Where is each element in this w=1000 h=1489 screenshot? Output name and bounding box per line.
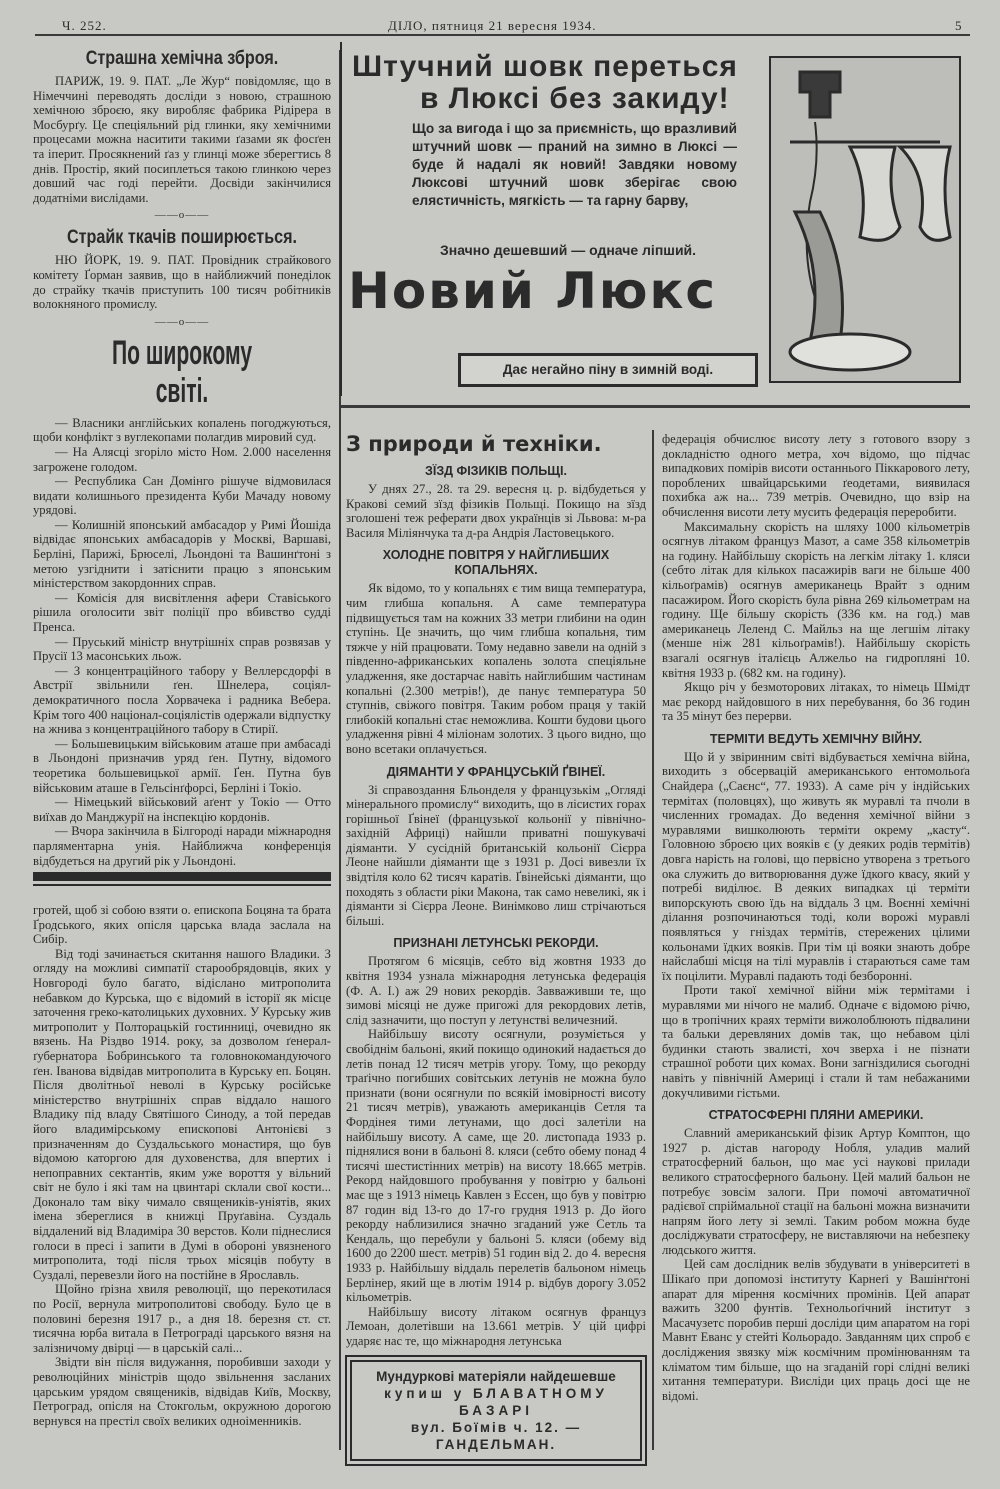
section-title: З природи й техніки.	[346, 432, 602, 456]
subsection-body	[346, 581, 646, 756]
paragraph: Щойно ґрізна хвиля революції, що перекотилася по Росії, вернула митрополитові свободу. Було це в половині березня 1917 р., а дня 18. березня ст. ст. тисячна юрба витала в Петрограді царського вязня на залізничому двірці — в царській салі...	[33, 1282, 331, 1355]
paragraph: Цей сам дослідник велів збудувати в університеті в Шікаґо при допомозі інституту Карнеґі у Вашінґтоні апарат для мірення космічних промінів. Цей апарат важить 3200 фунтів. Технольоґічний інститут з Масачузетс поробив перші досліди цим апаратом на горі Мавнт Еванс у стейті Кольорадо. Завданням цих спроб є досліджения звязку між космічним промінюванням та кліматом тим більше, що на згаданій горі слідні великі хитання температури. Висліди цих праць досі ще не відомі.	[662, 1257, 970, 1403]
subsection-heading: СТРАТОСФЕРНІ ПЛЯНИ АМЕРИКИ.	[708, 1108, 924, 1123]
paragraph: федерація обчислює висоту лету з готового взору з докладністю одного метра, хоч відомо, що підчас випадкових помірів висоти останнього Піккарового лету, пороблених швайцарськими ґеодетами, виявилася похибка аж на... 739 метрів. Очевидно, що взір на обчислення висоти лету мусить федерація переробити.	[662, 432, 970, 519]
article-body	[33, 253, 331, 311]
paragraph: — Вчора закінчила в Білгороді наради міжнародня парляментарна унія. Найближча конференція відбудеться на другий рік у Льондоні.	[33, 824, 331, 868]
paragraph: — Республика Сан Домінго рішуче відмовилася видати колишнього президента Куби Мачаду новому урядові.	[33, 474, 331, 518]
article-title: Страйк ткачів поширюється.	[66, 227, 298, 249]
subsection-heading: ХОЛОДНЕ ПОВІТРЯ У НАЙГЛИБШИХ КОПАЛЬНЯХ.	[382, 548, 610, 578]
subsection-heading: ПРИЗНАНІ ЛЕТУНСЬКІ РЕКОРДИ.	[393, 936, 599, 951]
left-column	[33, 44, 331, 868]
paragraph: ПАРИЖ, 19. 9. ПАТ. „Ле Жур“ повідомляє, що в Німеччині переводять досліди з новою, страшною хемічною зброєю, яку виробляє фабрика Рідірера в Мосбурґу. Це спеціяльний рід глинки, яку хемічними процесами можна наситити такими ґазами як фосґен та іперит. Просякнений ґаз у глинці може зберегтись 8 днів. Простір, який посиплеться такою глинкою через довший час годі перейти. Досвіди закінчилися додатніми вислідами.	[33, 74, 331, 205]
ad-headline-1: Штучний шовк переться	[352, 50, 738, 83]
subsection-body	[346, 482, 646, 540]
news-briefs	[33, 416, 331, 868]
paragraph: Що й у звіринним світі відбувається хемічна війна, виходить з обсервацій американського ентомольоґа Снайдера („Саєнс“, 77. 1933). А саме річ у індійських термітах (половцях), що живуть як муравлі та пчоли в численних громадах. До ведення хемічної війни з муравлями вишколюють терміти окрему „касту“. Головною зброєю цих вояків є (у деяких родів термітів) довга нарість на голові, що первісно утворена з третього ока служить до витворювання дуже їдкого квасу, який у потребі виділює. В деяких випадках ці терміти випорскують свою їдь на віддаль 3 цм. Воєнні хемічні ділання розпочинаються тоді, коли ворожі муравлі появляться у гніздах термітів, стережених цілими кольонами їдких вояків. При тім ці вояки знають добре найслабші місця на тілі муравлів і стараються саме там їх поцілити. Муравлі падають тоді безборонні.	[662, 749, 970, 983]
subsection-body	[346, 954, 646, 1348]
paragraph: Протягом 6 місяців, себто від жовтня 1933 до квітня 1934 узнала міжнародня летунська федерація (Ф. А. І.) аж 29 нових рекордів. Завваживши те, що зимові місяці не дуже пригожі для рекордових летів, слід зазначити, що поступ у летунстві величезний.	[346, 954, 646, 1027]
subsection-body	[662, 1126, 970, 1403]
paragraph: — З концентраційного табору у Веллерсдорфі в Австрії звільнили ґен. Шнелера, соціял-демократичного посла Хорвачека і радника Вебера. Крім того 400 націонал-соціялістів одержали відпустку на жнива з концентраційного табору в Стирії.	[33, 663, 331, 737]
paragraph: Звідти він після видужання, поробивши заходи у революційних міністрів щодо звільнення засланих царським урядом священиків, відвідав Київ, Москву, Петроград, опісля на Стокгольм, окружною дорогою вернувся на престіл своїх великих одноіменників.	[33, 1355, 331, 1428]
laundry-illustration	[760, 52, 970, 387]
paragraph: — На Алясці згоріло місто Ном. 2.000 населення загрожене голодом.	[33, 444, 331, 474]
subsection-heading: ЗЇЗД ФІЗИКІВ ПОЛЬЩІ.	[425, 464, 567, 478]
uniform-fabric-advertisement	[350, 1360, 642, 1461]
paragraph: — Колишній японський амбасадор у Римі Йошіда відвідає японських амбасадорів у Москві, Варшаві, Берліні, Парижі, Брюселі, Льондоні та Вашинґтоні з метою узгіднити і затіснити працю з японським міністерством закордонних справ.	[33, 517, 331, 591]
ad-tagline: Значно дешевший — одначе ліпший.	[440, 242, 697, 258]
paragraph: — Пруський міністр внутрішніх справ розвязав у Прусії 13 масонських льож.	[33, 634, 331, 664]
subsection-body	[662, 750, 970, 1100]
ad-line: Мундуркові матеріяли найдешевше	[376, 1369, 616, 1385]
separator: ——o——	[154, 315, 210, 328]
paragraph: Як відомо, то у копальнях є тим вища температура, чим глибша копальня. А саме температура підвищується там на кожних 33 метри глибини на один ступінь. Це значить, що чим глибша копальня, тим тяжче у ній працювати. Тому недавно завели на одній з південно-африканських копалень золота спеціяльне уладження, яке достарчає навіть найглибшим частинам копальні (2.300 метрів!), де панує температура 50 ступнів, свіжого повітря. Таким робом праця у такій глибокій копальні стає неможлива. Кошти будови цього уладження рівні 4 міліонам золотих. З цього видно, що воно всетаки оплачується.	[346, 581, 646, 756]
paragraph: У днях 27., 28. та 29. вересня ц. р. відбудеться у Кракові семий зїзд фізиків Польщі. Покищо на зїзд зголошені теж реферати двох українців зі Львова: м-ра Василя Міліянчука та д-ра Андрія Ластовецького.	[346, 482, 646, 540]
header-rule	[35, 34, 970, 36]
separator: ——o——	[154, 209, 210, 222]
paragraph: — Комісія для висвітлення афери Ставіського рішила оголосити звіт поліції про вбивство судді Пренса.	[33, 590, 331, 635]
subsection-body	[346, 783, 646, 929]
issue-number: Ч. 252.	[62, 18, 107, 33]
subsection-heading: ТЕРМІТИ ВЕДУТЬ ХЕМІЧНУ ВІЙНУ.	[709, 731, 923, 746]
science-sections	[662, 432, 970, 1403]
section-title: По широкому світі.	[111, 333, 253, 410]
subsection-body	[662, 432, 970, 724]
paragraph: — Большевицьким військовим аташе при амбасаді в Льондоні призначив уряд ґен. Путну, відомого теоретика большевицької армії. Ґен. Путна був військовим аташе в Гельсінґфорсі, Берліні і Токіо.	[33, 736, 331, 795]
paragraph: — Власники англійських копалень погоджуються, щоби конфлікт з вуглекопами полагдив мировий суд.	[33, 415, 331, 445]
ad-banner: Дає негайно піну в зимній воді.	[458, 353, 758, 387]
ad-line: купиш у БЛАВАТНОМУ БАЗАРІ	[384, 1386, 608, 1419]
article-body	[33, 903, 331, 1428]
subsection-heading: ДІЯМАНТИ У ФРАНЦУСЬКІЙ ҐВІНЕЇ.	[386, 764, 606, 779]
article-body	[33, 74, 331, 205]
paragraph: Зі справоздання Бльонделя у французькім „Огляді мінерального промислу“ виходить, що в лісистих горах горішньої Ґвінеї (французької кольонії у північно-західній Африці) найшли приватні пошукувачі діяманти. У сусідній британській кольонії Сієрра Леоне найшли діяманти ще з 1931 р. Досі вивезли їх звідтіля коло 62 тисяч каратів. Ґвінейські діяманти, що походять з области ріки Макона, так само невеликі, як і діяманти зі Сієрра Леоне. Винімково лиш стрічаються більші.	[346, 782, 646, 928]
continuation-article	[33, 903, 331, 1428]
page-number: 5	[955, 18, 963, 33]
paragraph: Максимальну скорість на шляху 1000 кільометрів осягнув літаком француз Мазот, а саме 358 кільометрів на годину. Найбільшу скорість на легкім літаку 1. кляси (себто літак для кількох пасажирів ваги не більше 400 кільоґрамів) осягнув американець Врайт з одним пасажиром. Його скорість була рівна 269 кільометрам на годину. Ще більшу скорість (336 км. на год.) мав американець Леленд С. Майльз на ще легшім літаку (менше ніж 281 кільоґрамів!). Найбільшу скорість взагалі осягнув італієць Алжельо на гидропляні 10. квітня 1933 р. (682 км. на годину).	[662, 519, 970, 680]
paragraph: Якщо річ у безмоторових літаках, то німець Шмідт має рекорд найдовшого в них перебування, бо 36 годин та 35 мінут без перерви.	[662, 680, 970, 724]
paragraph: Найбільшу висоту осягнули, розуміється у свобіднім бальоні, який покищо одинокий надається до летів понад 12 тисяч метрів угору. Тому, що рекорду траґічно погибших совітських летунів не можна було признати (вони осягнули по всякій імовірності висоту 21 тисяч метрів), уважають американців Сетля та Фордінея тими летунами, що досі залетіли на найбільшу висоту. А саме, ще 20. листопада 1933 р. піднялися вони в бальоні 8. кляси (себто обему понад 4 тисячі шестистінних метрів) на висоту 18.665 метрів. Рекорд найдовшого пробування у повітрю у бальоні має ще з 1913 німець Кавлен з Ессен, що був у повітрю 87 годин від 13-го до 17-го грудня 1913 р. До його рекорду наблизилися значно згаданий уже Сетль та Кендаль, що перебули у бальоні 5. кляси (обему від 1600 до 2200 шест. метрів) 51 годин від 2. до 4. вересня 1933 р. Найбільшу віддаль перелетів бальоном німець Берлінер, який ще в лютім 1914 р. відбув дорогу 3.052 кільометрів.	[346, 1027, 646, 1305]
paragraph: Проти такої хемічної війни між термітами і муравлями ми нічого не малиб. Одначе є відомою річю, що в тропічних краях терміти вижолоблюють підвалини та бальки деревляних домів так, що небавом цілі будинки стають звалисті, хоч зверха і не пізнати страшної роботи цих комах. Вони загніздилися сьогодні навіть у північній Америці і стали й там небажаними докучливими гістьми.	[662, 983, 970, 1100]
right-column	[662, 432, 970, 1403]
ad-line: вул. Боїмів ч. 12. — ГАНДЕЛЬМАН.	[410, 1420, 582, 1453]
ad-bottom-rule	[340, 405, 970, 408]
paragraph: гротей, щоб зі собою взяти о. епископа Боцяна та брата Ґродського, яких опісля царська влада заслала на Сибір.	[33, 903, 331, 947]
thick-divider	[33, 872, 331, 886]
lux-advertisement	[340, 42, 970, 396]
ad-body-text: Що за вигода і що за приємність, що вразливий штучний шовк — праний на зимно в Люксі — буде й надалі як новий! Завдяки новому Люксові штучний шовк зберігає свою елястичність, мягкість — та гарну барву,	[412, 121, 737, 208]
masthead-date: ДІЛО, пятниця 21 вересня 1934.	[388, 18, 597, 33]
paragraph: — Німецький військовий аґент у Токіо — Отто виїхав до Манджурії на інспекцію кордонів.	[33, 795, 331, 824]
ad-brand-name: Новий Люкс	[348, 262, 718, 320]
ad-headline-2: в Люксі без закиду!	[420, 82, 730, 115]
paragraph: Від тоді зачинається скитання нашого Владики. З огляду на можливі симпатії старообрядовців, яких у Новгороді було багато, відіслано митрополита небавком до Курська, що є відомий в історії як місце заточення греко-католицьких духовних. У Курську жив митрополит у Полторацькій гостинниці, очевидно як вязень. На Різдво 1914. року, за дозволом ґенерал-ґубернатора Бобринського та головнокомандуючого ґен. Іванова відвідав митрополита в Курську еп. Боцян. Після дволітньої неволі в Курську російське міністерство внутрішніх справ віддало нашого Владику під владу Святішого Синоду, а той передав його владимірському епископові Антонієві з призначенням до Суздальського монастиря, що був відомою каторгою для духовенства, для впертих і непоправних сектантів, яким уже вороття у вільний світ не було і які там на цвинтарі склали свої кости... Доконало там віку чимало священиків-уніятів, яких імена збереглися в книжці Пруґавіна. Суздаль віддалений від Владиміра 30 верстов. Коли піднеслися голоси в пресі і запити в Думі в обороні увязненого митрополита, тоді після трьох місяців побуту в Суздалі, перевезли його на постійне в Ярославль.	[33, 946, 331, 1282]
article-title: Страшна хемічна зброя.	[85, 48, 279, 69]
paragraph: Найбільшу висоту літаком осягнув француз Лемоан, долетівши на 13.661 метрів. У цій цифрі ударяє нас те, що міжнародня летунська	[346, 1304, 646, 1348]
column-divider-right	[652, 430, 654, 1450]
science-sections	[346, 464, 646, 1348]
paragraph: Славний американський фізик Артур Комптон, що 1927 р. дістав нагороду Нобля, уладив малий стратосферний бальон, що має усі наукові прилади великого стратосферного бальону. Цей малий бальон не потребує зовсім залоги. При помочі автоматичної радієвої спріймальної стації на бальоні можна визначити напрям його лету зі землі. Таким робом можна буде досліджувати стратосферу, не виставляючи на небезпеку людського життя.	[662, 1126, 970, 1257]
paragraph: НЮ ЙОРК, 19. 9. ПАТ. Провідник страйкового комітету Ґорман заявив, що в найближчий понеділок до страйку ткачів приступить 100 тисяч робітників волокняного промислу.	[33, 253, 331, 312]
middle-column	[346, 432, 646, 1461]
